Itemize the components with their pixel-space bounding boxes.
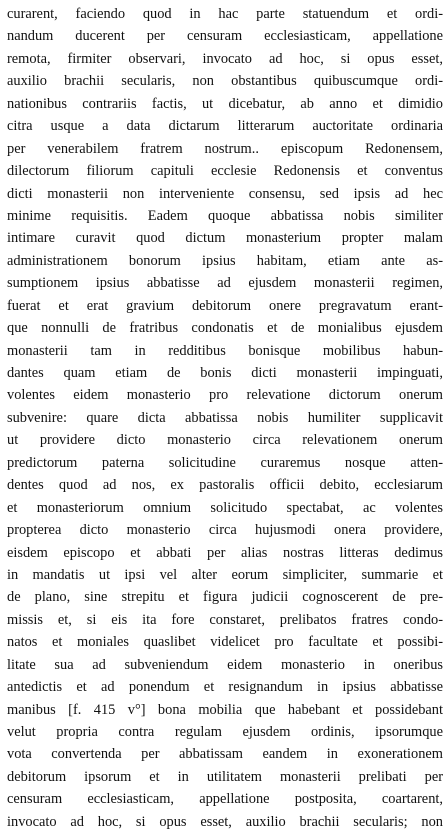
text-line: propterea dicto monasterio circa hujusmodi onera providere, (7, 522, 443, 539)
text-line: vota convertenda per abbatissam eandem in exonerationem (7, 746, 443, 763)
text-line: et monasteriorum omnium solicitudo spectabat, ac volentes (7, 499, 443, 516)
text-line: monasterii tam in redditibus bonisque mobilibus habun- (7, 342, 443, 359)
text-line: eisdem episcopo et abbati per alias nostras litteras dedimus (7, 544, 443, 561)
text-line: per venerabilem fratrem nostrum.. episcopum Redonensem, (7, 140, 443, 157)
text-line: censuram ecclesiasticam, appellatione postposita, coartarent, (7, 791, 443, 808)
text-line: dantes quam etiam de bonis dicti monasterii impinguati, (7, 365, 443, 381)
text-line: dilectorum filiorum capituli ecclesie Redonensis et conventus (7, 163, 443, 180)
text-line: natos et moniales quaslibet videlicet pro facultate et possibi- (7, 634, 443, 651)
text-line: sumptionem ipsius abbatisse ad ejusdem monasterii regimen, (7, 275, 443, 292)
text-line: de plano, sine strepitu et figura judicii cognoscerent de pre- (7, 589, 443, 606)
text-line: citra usque a data dictarum litterarum auctoritate ordinaria (7, 118, 443, 135)
text-line: remota, firmiter observari, invocato ad hoc, si opus esset, (7, 50, 443, 67)
text-line: intimare curavit quod dictum monasterium propter malam (7, 230, 443, 247)
text-line: auxilio brachii secularis, non obstantibus quibuscumque ordi- (7, 73, 443, 90)
text-line: minime requisitis. Eadem quoque abbatissa nobis similiter (7, 207, 443, 224)
text-line: nationibus contrariis factis, ut dicebatur, ab anno et dimidio (7, 95, 443, 112)
text-line: dentes quod ad nos, ex pastoralis officii debito, ecclesiarum (7, 477, 443, 494)
text-line: litate sua ad subveniendum eidem monasterio in oneribus (7, 656, 443, 673)
text-line: curarent, faciendo quod in hac parte statuendum et ordi- (7, 6, 443, 22)
text-line: subvenire: quare dicta abbatissa nobis humiliter supplicavit (7, 409, 443, 426)
text-line: manibus [f. 415 v°] bona mobilia que habebant et possidebant (7, 701, 443, 718)
text-line: administrationem bonorum ipsius habitam, etiam ante as- (7, 252, 443, 269)
text-line: velut propria contra regulam ejusdem ordinis, ipsorumque (7, 724, 443, 740)
text-line: fuerat et erat gravium debitorum onere pregravatum erant- (7, 297, 443, 314)
text-line: antedictis et ad ponendum et resignandum in ipsius abbatisse (7, 679, 443, 696)
text-line: ut providere dicto monasterio circa relevationem onerum (7, 432, 443, 449)
text-line: in mandatis ut ipsi vel alter eorum simpliciter, summarie et (7, 566, 443, 583)
text-line: predictorum paterna solicitudine curaremus nosque atten- (7, 454, 443, 471)
text-line: debitorum ipsorum et in utilitatem monasterii prelibati per (7, 768, 443, 785)
text-line: invocato ad hoc, si opus esset, auxilio brachii secularis; non (7, 813, 443, 830)
text-line: que nonnulli de fratribus condonatis et de monialibus ejusdem (7, 320, 443, 337)
text-line: missis et, si eis ita fore constaret, prelibatos fratres condo- (7, 611, 443, 628)
text-line: volentes eidem monasterio pro relevatione dictorum onerum (7, 387, 443, 404)
text-line: nandum ducerent per censuram ecclesiasticam, appellatione (7, 28, 443, 45)
text-line: dicti monasterii non interveniente consensu, sed ipsis ad hec (7, 185, 443, 202)
